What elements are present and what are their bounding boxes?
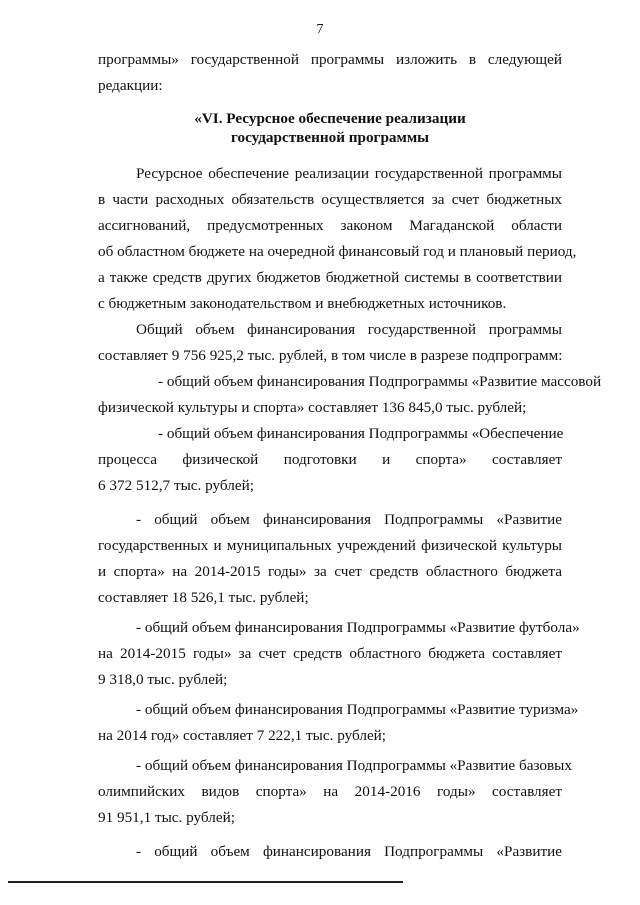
text-line: ассигнований, предусмотренных законом Магаданской области	[98, 217, 562, 234]
text-line: Ресурсное обеспечение реализации государственной программы	[136, 165, 562, 182]
text-line: - общий объем финансирования Подпрограммы «Развитие массовой	[158, 373, 602, 390]
text-line: составляет 18 526,1 тыс. рублей;	[98, 589, 309, 606]
list-item	[98, 421, 562, 499]
text-line: 6 372 512,7 тыс. рублей;	[98, 477, 254, 494]
text-line: Общий объем финансирования государственной программы	[136, 321, 562, 338]
heading-line: государственной программы	[230, 129, 430, 146]
text-line: а также средств других бюджетов бюджетной системы в соответствии	[98, 269, 562, 286]
text-line: государственных и муниципальных учреждений физической культуры	[98, 537, 562, 554]
list-item	[98, 615, 580, 693]
page-number: 7	[316, 22, 324, 37]
text-line: - общий объем финансирования Подпрограммы «Обеспечение	[158, 425, 564, 442]
text-line: олимпийских видов спорта» на 2014-2016 годы» составляет	[98, 783, 562, 800]
list-item	[98, 507, 562, 611]
list-item	[98, 697, 579, 749]
text-line: - общий объем финансирования Подпрограммы «Развитие футбола»	[136, 619, 580, 636]
text-line: 91 951,1 тыс. рублей;	[98, 809, 235, 826]
list-item	[98, 753, 572, 831]
text-line: об областном бюджете на очередной финансовый год и плановый период,	[98, 243, 577, 260]
text-line: - общий объем финансирования Подпрограммы «Развитие	[136, 511, 562, 528]
intro-paragraph	[98, 47, 562, 99]
text-line: в части расходных обязательств осуществляется за счет бюджетных	[98, 191, 562, 208]
text-line: составляет 9 756 925,2 тыс. рублей, в том числе в разрезе подпрограмм:	[98, 347, 563, 364]
text-line: на 2014-2015 годы» за счет средств областного бюджета составляет	[98, 645, 562, 662]
text-line: - общий объем финансирования Подпрограммы «Развитие базовых	[136, 757, 572, 774]
text-line: физической культуры и спорта» составляет 136 845,0 тыс. рублей;	[98, 399, 527, 416]
text-line: процесса физической подготовки и спорта» составляет	[98, 451, 562, 468]
text-line: на 2014 год» составляет 7 222,1 тыс. рублей;	[98, 727, 387, 744]
text-line: программы» государственной программы изложить в следующей	[98, 51, 562, 68]
text-line: 9 318,0 тыс. рублей;	[98, 671, 228, 688]
text-line: - общий объем финансирования Подпрограммы «Развитие туризма»	[136, 701, 579, 718]
list-item	[98, 839, 562, 865]
footer-divider	[8, 881, 403, 883]
paragraph-resource-provision	[98, 161, 577, 317]
list-item	[98, 369, 602, 421]
section-heading	[98, 109, 562, 147]
text-line: редакции:	[98, 77, 163, 94]
paragraph-total-funding	[98, 317, 562, 369]
text-line: с бюджетным законодательством и внебюджетных источников.	[98, 295, 507, 312]
text-line: - общий объем финансирования Подпрограммы «Развитие	[136, 843, 562, 860]
document-body	[98, 47, 602, 865]
heading-line: «VI. Ресурсное обеспечение реализации	[194, 110, 466, 127]
text-line: и спорта» на 2014-2015 годы» за счет средств областного бюджета	[98, 563, 562, 580]
